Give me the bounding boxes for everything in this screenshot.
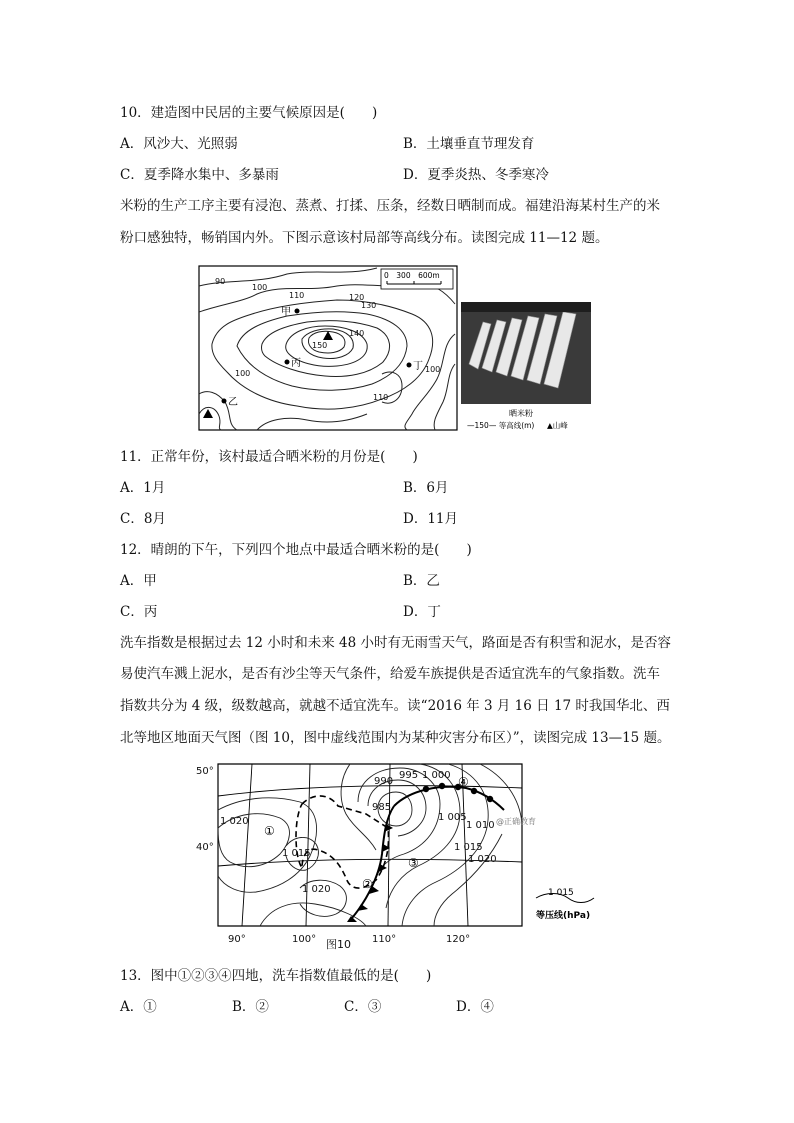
warm-front-dot [471,788,477,794]
contour-label: 150 [312,341,328,350]
contour-label: 140 [349,329,365,338]
intro2-line2: 易使汽车溅上泥水，是否有沙尘等天气条件，给爱车族提供是否适宜洗车的气象指数。洗车 [120,666,660,682]
longitude-label-90: 90° [228,934,246,945]
q11-option-a: A．1月 [120,480,166,496]
isobar-label: 985 [372,802,392,813]
q13-option-a: A．① [120,999,157,1015]
q13-option-c: C．③ [344,999,382,1015]
q12-option-c: C．丙 [120,604,158,620]
place-dot-ding [407,363,412,368]
legend-peak: ▲山峰 [547,421,568,430]
q10-option-a: A．风沙大、光照弱 [120,136,238,152]
isobar-label: 1 015 [282,848,311,859]
isobar-label: 1 015 [454,842,483,853]
isobar-label: 1 010 [466,820,495,831]
warm-front-dot [487,796,493,802]
q12-option-a: A．甲 [120,573,157,589]
place-bing: 丙 [291,358,301,369]
place-dot-yi [222,399,227,404]
q11-stem: 11．正常年份，该村最适合晒米粉的月份是( ) [120,449,418,465]
intro2-line1: 洗车指数是根据过去 12 小时和未来 48 小时有无雨雪天气，路面是否有积雪和泥水，是否容 [120,635,672,651]
q11-option-d: D．11月 [403,511,459,527]
intro1-line1: 米粉的生产工序主要有浸泡、蒸煮、打揉、压条，经数日晒制而成。福建沿海某村生产的米 [120,198,660,214]
contour-label: 100 [425,365,441,374]
legend-value: 1 015 [548,888,574,898]
place-jia: 甲 [281,307,291,318]
isobar-label: 1 020 [468,854,497,865]
q12-option-b: B．乙 [403,573,440,589]
photo-sky [461,302,591,312]
contour-map-svg [197,264,593,434]
site-marker-3: ③ [408,856,419,870]
q10-stem: 10．建造图中民居的主要气候原因是( ) [120,105,378,121]
weather-map-figure [190,758,620,952]
q13-option-b: B．② [232,999,269,1015]
isobar-label: 1 000 [422,770,451,781]
scale-label: 0 300 600m [384,271,440,280]
q13-stem: 13．图中①②③④四地，洗车指数值最低的是( ) [120,968,432,984]
warm-front-dot [423,786,429,792]
site-marker-1: ① [264,824,275,838]
intro2-line4: 北等地区地面天气图（图 10，图中虚线范围内为某种灾害分布区）”，读图完成 13—15 题。 [120,730,671,746]
q12-stem: 12．晴朗的下午，下列四个地点中最适合晒米粉的是( ) [120,542,472,558]
longitude-label-110: 110° [372,934,397,945]
contour-label: 120 [349,293,365,302]
latitude-label-40: 40° [196,842,214,853]
contour-label: 110 [289,291,305,300]
contour-label: 130 [361,301,377,310]
site-marker-4: ④ [458,775,469,789]
legend-contour: —150— 等高线(m) [467,421,535,430]
q10-option-d: D．夏季炎热、冬季寒冷 [403,167,549,183]
isobar-label: 1 005 [438,812,467,823]
photo-caption: 晒米粉 [509,409,533,418]
place-ding: 丁 [413,361,423,372]
contour-label: 90 [215,277,226,286]
longitude-label-120: 120° [446,934,471,945]
isobar-label: 995 [399,770,419,781]
isobar-label: 1 020 [220,816,249,827]
q13-option-d: D．④ [456,999,494,1015]
isobar-label: 990 [374,776,394,787]
watermark: @正确教育 [496,817,536,826]
figure-label: 图10 [326,938,351,951]
latitude-label-50: 50° [196,766,214,777]
weather-map-svg [190,758,620,952]
contour-label: 110 [373,393,389,402]
place-dot-bing [285,360,290,365]
contour-label: 100 [235,369,251,378]
intro2-line3: 指数共分为 4 级，级数越高，就越不适宜洗车。读“2016 年 3 月 16 日 17 时我国华北、西 [120,698,670,714]
q10-option-c: C．夏季降水集中、多暴雨 [120,167,279,183]
site-marker-2: ② [362,877,373,891]
warm-front-dot [439,783,445,789]
contour-label: 100 [252,283,268,292]
q10-option-b: B．土壤垂直节理发育 [403,136,535,152]
contour-map-figure [197,264,593,434]
longitude-label-100: 100° [292,934,317,945]
q12-option-d: D．丁 [403,604,441,620]
place-dot-jia [295,309,300,314]
isobar-label: 1 020 [302,884,331,895]
place-yi: 乙 [228,397,238,408]
legend-label: 等压线(hPa) [536,911,591,921]
intro1-line2: 粉口感独特，畅销国内外。下图示意该村局部等高线分布。读图完成 11—12 题。 [120,230,609,246]
q11-option-b: B．6月 [403,480,449,496]
q11-option-c: C．8月 [120,511,166,527]
